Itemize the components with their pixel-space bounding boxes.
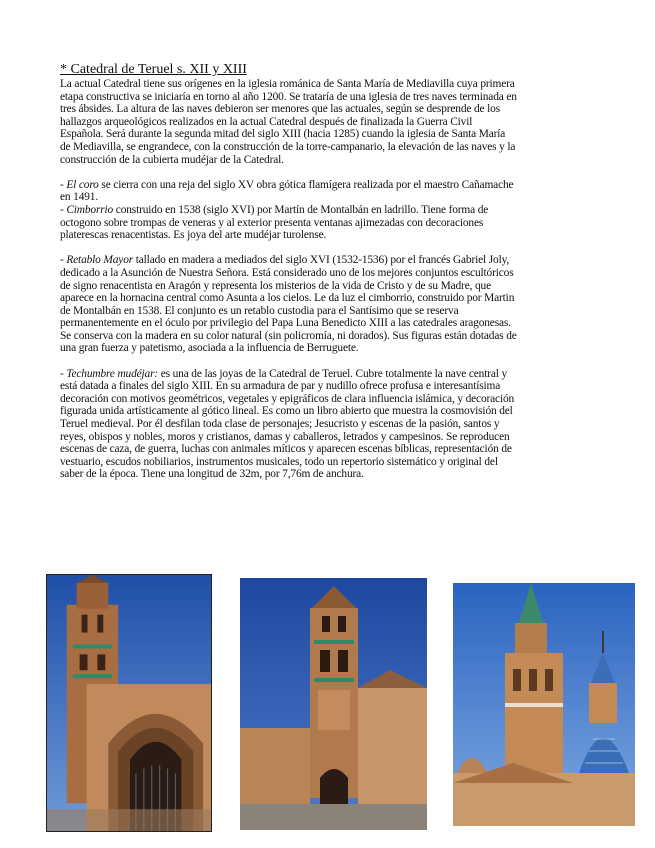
retablo-line: permanentemente en el óculo por privilegio del Papa Luna Benedicto XIII a las catedrales aragonesas.: [60, 317, 511, 330]
techumbre-line: escenas de caza, de guerra, luchas con animales míticos y aparecen escenas bíblicas, representación de: [60, 443, 512, 456]
retablo-line: de Montalbán en 1538. El conjunto es un retablo custodia para el Santísimo que se reserva: [60, 304, 459, 317]
coro-term: El coro: [66, 178, 99, 191]
intro-line: construcción de la cubierta mudéjar de la Catedral.: [60, 153, 284, 166]
techumbre-paragraph: [60, 368, 600, 481]
coro-line: en 1491.: [60, 191, 99, 204]
techumbre-term: Techumbre mudéjar:: [66, 367, 159, 380]
techumbre-line: Teruel medieval. Por él desfilan toda clase de personajes; Jesucristo y escenas de la pasión, santos y: [60, 418, 500, 431]
techumbre-text: es una de las joyas de la Catedral de Teruel. Cubre totalmente la nave central y: [158, 367, 508, 380]
retablo-line: aparece en la hornacina central como Asunta a los cielos. Le da luz el cimborrio, construido por Martin: [60, 292, 515, 305]
cimborrio-term: Cimborrio: [66, 203, 114, 216]
retablo-line: de signo renacentista en Aragón y representa los misterios de la vida de Cristo y de su Madre, que: [60, 279, 491, 292]
intro-line: Española. Será durante la segunda mitad del siglo XIII (hacia 1285) cuando la iglesia de Santa María: [60, 128, 506, 141]
coro-text: se cierra con una reja del siglo XV obra gótica flamígera realizada por el maestro Cañamache: [98, 178, 514, 191]
techumbre-line: [60, 368, 600, 381]
photo-cathedral-portal: [46, 574, 212, 832]
cimborrio-paragraph: [60, 204, 600, 242]
techumbre-line: decoración con motivos geométricos, vegetales y epigráficos de clara influencia islámica, y decoración: [60, 392, 515, 405]
document-title: * Catedral de Teruel s. XII y XIII: [60, 62, 247, 77]
retablo-line: Se conserva con la madera en su color natural (sin policromía, ni dorados). Sus figuras están dotadas de: [60, 329, 517, 342]
intro-line: etapa constructiva se iniciaría en torno al año 1200. Se trataría de una iglesia de tres naves terminada en: [60, 90, 517, 103]
cimborrio-prefix: -: [60, 203, 67, 216]
cimborrio-text: construido en 1538 (siglo XVI) por Martín de Montalbán en ladrillo. Tiene forma de: [113, 203, 489, 216]
retablo-line: dedicado a la Asunción de Nuestra Señora. Está considerado uno de los mejores conjuntos escultóricos: [60, 266, 514, 279]
cathedral-portal-image: [47, 575, 211, 831]
coro-paragraph: [60, 179, 600, 204]
text-block: [60, 62, 600, 494]
cimborrio-line: platerescas renacentistas. Es joya del arte mudéjar turolense.: [60, 229, 327, 242]
retablo-term: Retablo Mayor: [66, 254, 134, 267]
retablo-line: una gran fuerza y patetismo, asociada a la influencia de Berruguete.: [60, 342, 359, 355]
retablo-prefix: -: [60, 254, 67, 267]
coro-line: [60, 179, 600, 192]
cathedral-tower-image: [240, 578, 427, 830]
intro-line: La actual Catedral tiene sus orígenes en la iglesia románica de Santa María de Mediavilla cuya primera: [60, 78, 515, 90]
techumbre-line: vestuario, escudos nobiliarios, instrumentos musicales, todo un repertorio sistemático y original del: [60, 455, 498, 468]
retablo-paragraph: [60, 254, 600, 355]
intro-line: tres ábsides. La altura de las naves debieron ser menores que las actuales, según se desprende de los: [60, 103, 500, 116]
intro-paragraph: [60, 78, 600, 166]
techumbre-line: figurada unida artísticamente al gótico lineal. Es como un libro abierto que muestra la cosmovisión del: [60, 405, 513, 418]
intro-line: de Mediavilla, se engrandece, con la construcción de la torre-campanario, la elevación de las naves y la: [60, 140, 516, 153]
photo-cathedral-domes: [453, 583, 635, 826]
techumbre-prefix: -: [60, 367, 67, 380]
retablo-text: tallado en madera a mediados del siglo XVI (1532-1536) por el francés Gabriel Joly,: [133, 254, 510, 267]
coro-prefix: -: [60, 178, 67, 191]
techumbre-line: saber de la época. Tiene una longitud de 32m, por 7,76m de anchura.: [60, 468, 364, 481]
cimborrio-line: octogono sobre trompas de veneras y al exterior presenta ventanas ajimezadas con decoraciones: [60, 216, 484, 229]
cathedral-domes-image: [453, 583, 635, 826]
techumbre-line: está datada a finales del siglo XIII. En su armadura de par y nudillo ofrece profusa e interesantísima: [60, 380, 501, 393]
retablo-line: [60, 254, 600, 267]
photo-cathedral-tower: [240, 578, 427, 830]
cimborrio-line: [60, 204, 600, 217]
techumbre-line: reyes, obispos y nobles, moros y cristianos, damas y caballeros, letrados y campesinos. Se reproducen: [60, 430, 510, 443]
intro-line: hallazgos arqueológicos realizados en la actual Catedral después de finalizada la Guerra Civil: [60, 115, 473, 128]
